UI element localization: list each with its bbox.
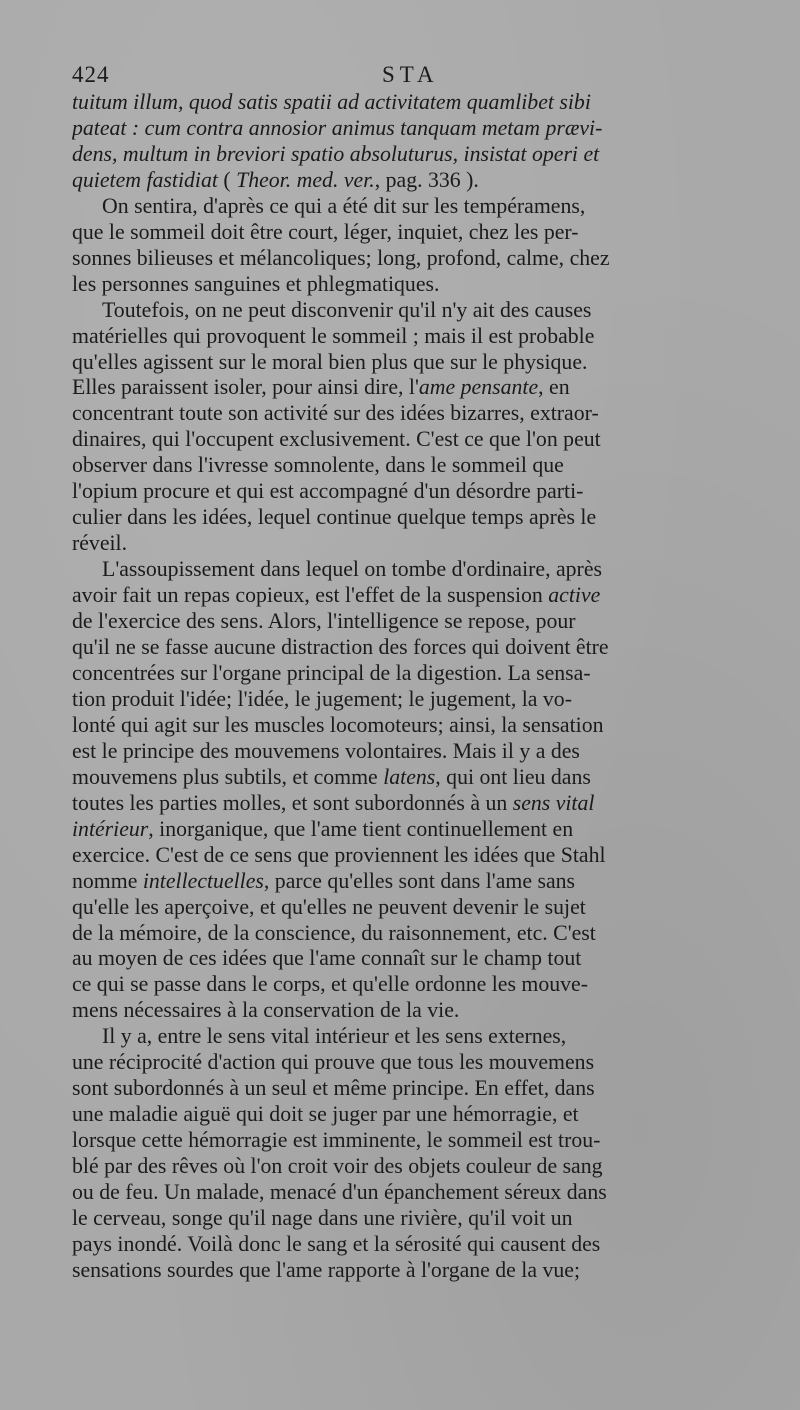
text-line	[72, 375, 772, 401]
text-segment: matérielles qui provoquent le sommeil ; mais il est probable	[72, 323, 595, 348]
text-line	[72, 1076, 772, 1102]
text-line	[72, 739, 772, 765]
text-segment: concentrées sur l'organe principal de la digestion. La sensa-	[72, 660, 591, 685]
italic-segment: active	[548, 583, 601, 608]
italic-segment: Theor. med. ver.	[236, 167, 375, 192]
italic-segment: sens vital	[512, 790, 595, 815]
text-segment: une réciprocité d'action qui prouve que tous les mouvemens	[72, 1050, 595, 1075]
text-line	[72, 531, 772, 557]
text-line	[72, 1206, 772, 1232]
text-segment: sont subordonnés à un seul et même principe. En effet, dans	[72, 1076, 595, 1101]
text-line	[72, 1180, 772, 1206]
text-segment: (	[217, 167, 237, 192]
text-segment: sonnes bilieuses et mélancoliques; long, profond, calme, chez	[72, 245, 610, 270]
text-segment: ou de feu. Un malade, menacé d'un épanchement séreux dans	[72, 1180, 607, 1205]
text-line	[72, 453, 772, 479]
text-segment: qu'il ne se fasse aucune distraction des forces qui doivent être	[72, 635, 609, 660]
text-segment: nomme	[72, 868, 143, 893]
text-segment: une maladie aiguë qui doit se juger par une hémorragie, et	[72, 1102, 579, 1127]
italic-segment: pateat : cum contra annosior animus tanquam metam prævi-	[72, 115, 603, 140]
text-line	[72, 220, 772, 246]
text-line	[72, 557, 772, 583]
text-segment: culier dans les idées, lequel continue quelque temps après le	[72, 505, 597, 530]
text-segment: tion produit l'idée; l'idée, le jugement; le jugement, la vo-	[72, 686, 572, 711]
running-head: STA	[382, 62, 439, 87]
text-segment: , parce qu'elles sont dans l'ame sans	[263, 868, 575, 893]
text-line	[72, 427, 772, 453]
italic-segment: intérieur	[72, 816, 149, 841]
text-line	[72, 972, 772, 998]
text-segment: de l'exercice des sens. Alors, l'intelligence se repose, pour	[72, 609, 576, 634]
text-line	[72, 1258, 772, 1284]
text-segment: , pag. 336 ).	[374, 167, 479, 192]
text-segment: dinaires, qui l'occupent exclusivement. C'est ce que l'on peut	[72, 427, 601, 452]
text-line	[72, 1232, 772, 1258]
italic-segment: quietem fastidiat	[72, 167, 218, 192]
text-segment: avoir fait un repas copieux, est l'effet de la suspension	[72, 583, 549, 608]
text-segment: mens nécessaires à la conservation de la vie.	[72, 998, 460, 1023]
text-line	[72, 246, 772, 272]
text-line	[72, 687, 772, 713]
body-text	[72, 90, 772, 1284]
text-line	[72, 765, 772, 791]
text-line	[72, 713, 772, 739]
text-segment: le cerveau, songe qu'il nage dans une rivière, qu'il voit un	[72, 1205, 573, 1230]
text-segment: qu'elles agissent sur le moral bien plus que sur le physique.	[72, 349, 588, 374]
text-line	[72, 1102, 772, 1128]
page-number: 424	[72, 62, 110, 87]
text-line	[72, 869, 772, 895]
text-line	[72, 609, 772, 635]
text-line	[72, 583, 772, 609]
book-page	[72, 62, 772, 1284]
text-segment: , inorganique, que l'ame tient continuellement en	[148, 816, 574, 841]
text-line	[72, 272, 772, 298]
text-line	[72, 90, 772, 116]
text-line	[72, 817, 772, 843]
text-segment: que le sommeil doit être court, léger, inquiet, chez les per-	[72, 219, 579, 244]
text-segment: pays inondé. Voilà donc le sang et la sérosité qui causent des	[72, 1231, 601, 1256]
text-segment: L'assoupissement dans lequel on tombe d'ordinaire, après	[102, 557, 602, 582]
text-line	[72, 1128, 772, 1154]
text-line	[72, 661, 772, 687]
text-segment: sensations sourdes que l'ame rapporte à l'organe de la vue;	[72, 1257, 581, 1282]
text-line	[72, 168, 772, 194]
text-segment: au moyen de ces idées que l'ame connaît sur le champ tout	[72, 946, 582, 971]
text-segment: , qui ont lieu dans	[435, 764, 591, 789]
text-line	[72, 1154, 772, 1180]
text-line	[72, 1024, 772, 1050]
text-segment: blé par des rêves où l'on croit voir des objets couleur de sang	[72, 1154, 603, 1179]
text-segment: observer dans l'ivresse somnolente, dans le sommeil que	[72, 453, 564, 478]
text-line	[72, 1050, 772, 1076]
text-segment: toutes les parties molles, et sont subordonnés à un	[72, 790, 513, 815]
text-segment: ce qui se passe dans le corps, et qu'elle ordonne les mouve-	[72, 972, 588, 997]
text-line	[72, 843, 772, 869]
text-line	[72, 635, 772, 661]
text-line	[72, 946, 772, 972]
page-header	[72, 62, 772, 90]
text-segment: les personnes sanguines et phlegmatiques.	[72, 271, 440, 296]
text-segment: exercice. C'est de ce sens que proviennent les idées que Stahl	[72, 842, 606, 867]
text-segment: réveil.	[72, 531, 128, 556]
text-line	[72, 194, 772, 220]
text-line	[72, 350, 772, 376]
text-segment: Toutefois, on ne peut disconvenir qu'il n'y ait des causes	[102, 297, 592, 322]
text-line	[72, 324, 772, 350]
text-segment: On sentira, d'après ce qui a été dit sur les tempéramens,	[102, 193, 586, 218]
text-segment: lonté qui agit sur les muscles locomoteurs; ainsi, la sensation	[72, 712, 604, 737]
text-segment: , en	[538, 375, 570, 400]
text-segment: lorsque cette hémorragie est imminente, le sommeil est trou-	[72, 1128, 601, 1153]
text-line	[72, 142, 772, 168]
italic-segment: dens, multum in breviori spatio absoluturus, insistat operi et	[72, 141, 600, 166]
text-segment: Elles paraissent isoler, pour ainsi dire, l'	[72, 375, 419, 400]
text-line	[72, 298, 772, 324]
text-segment: de la mémoire, de la conscience, du raisonnement, etc. C'est	[72, 920, 596, 945]
text-line	[72, 791, 772, 817]
italic-segment: tuitum illum, quod satis spatii ad activitatem quamlibet sibi	[72, 90, 591, 114]
italic-segment: latens	[383, 764, 436, 789]
text-line	[72, 505, 772, 531]
text-segment: mouvemens plus subtils, et comme	[72, 764, 384, 789]
text-segment: Il y a, entre le sens vital intérieur et les sens externes,	[102, 1024, 567, 1049]
text-segment: l'opium procure et qui est accompagné d'un désordre parti-	[72, 479, 584, 504]
text-line	[72, 116, 772, 142]
text-segment: qu'elle les aperçoive, et qu'elles ne peuvent devenir le sujet	[72, 894, 586, 919]
text-line	[72, 895, 772, 921]
text-segment: concentrant toute son activité sur des idées bizarres, extraor-	[72, 401, 599, 426]
text-segment: est le principe des mouvemens volontaires. Mais il y a des	[72, 738, 580, 763]
text-line	[72, 479, 772, 505]
text-line	[72, 921, 772, 947]
italic-segment: intellectuelles	[142, 868, 264, 893]
text-line	[72, 401, 772, 427]
text-line	[72, 998, 772, 1024]
italic-segment: ame pensante	[418, 375, 539, 400]
